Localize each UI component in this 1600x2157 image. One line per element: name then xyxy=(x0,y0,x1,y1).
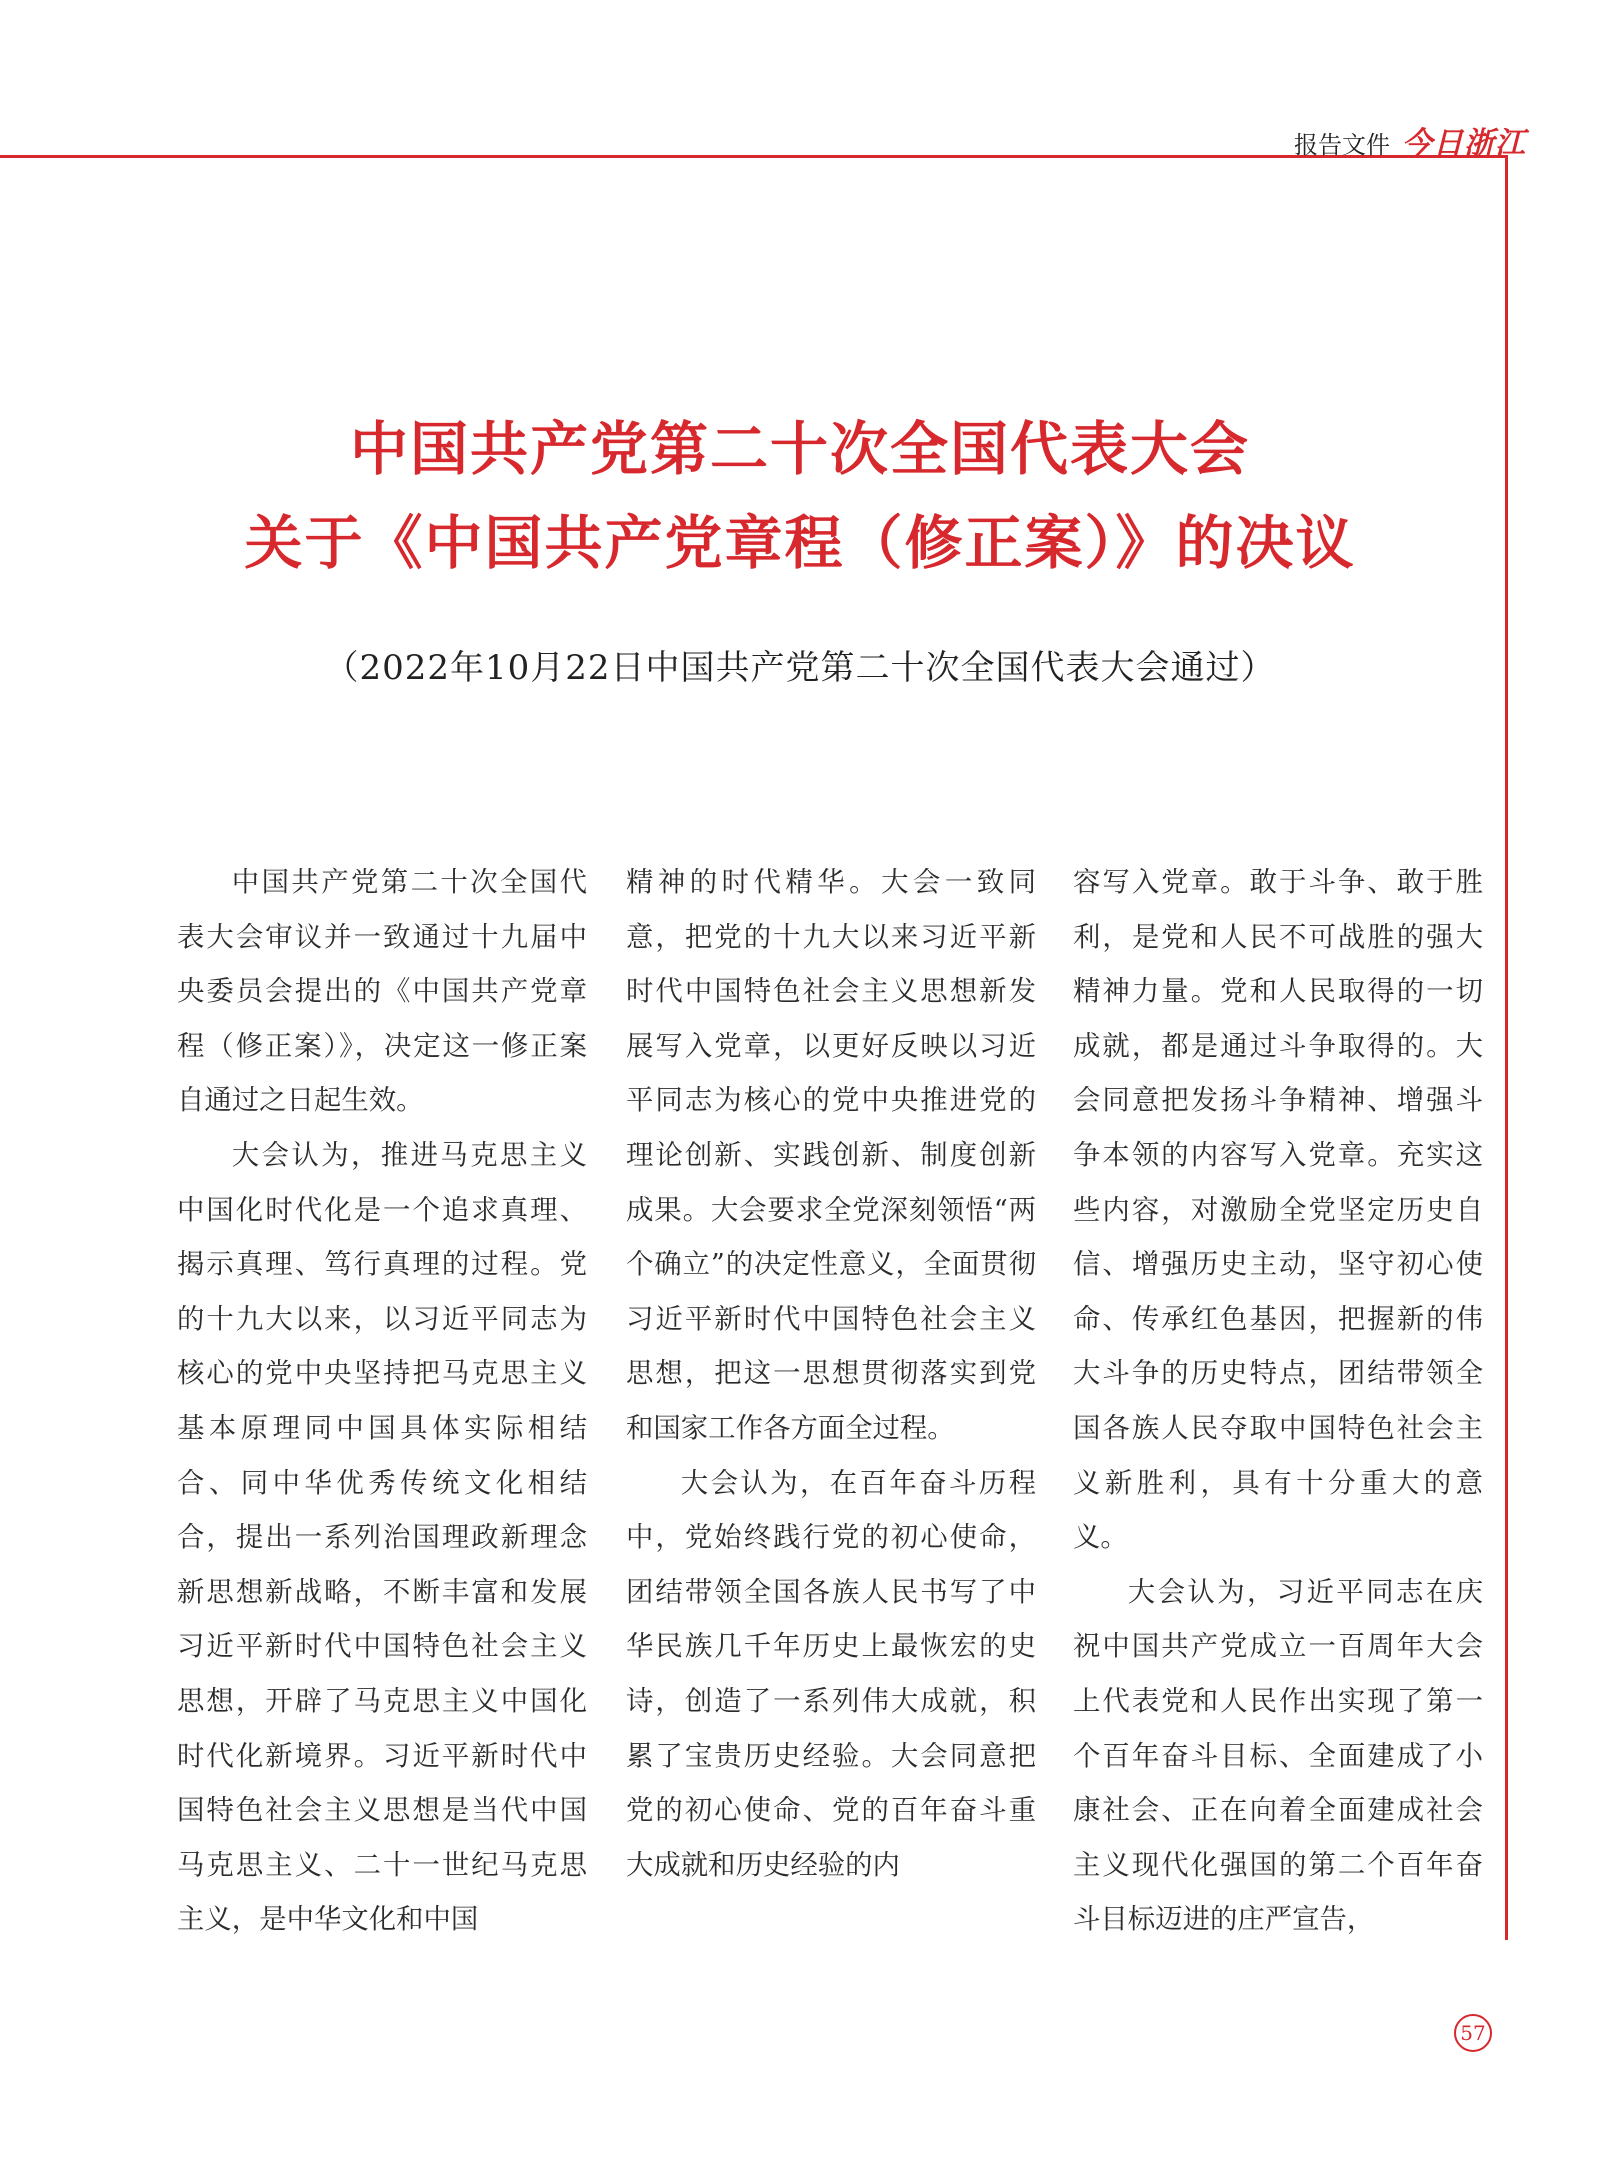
paragraph: 大会认为，习近平同志在庆祝中国共产党成立一百周年大会上代表党和人民作出实现了第一个百年奋斗目标、全面建成了小康社会、正在向着全面建成社会主义现代化强国的第二个百年奋斗目标迈进的庄严宣告， xyxy=(1073,1576,1483,1936)
subtitle: （2022年10月22日中国共产党第二十次全国代表大会通过） xyxy=(324,648,1276,688)
title-line-2: 关于《中国共产党章程（修正案）》的决议 xyxy=(244,509,1356,577)
column-2 xyxy=(626,856,1036,1893)
column-3 xyxy=(1073,856,1483,1948)
header-rule-horizontal xyxy=(0,155,1508,158)
title-line-1: 中国共产党第二十次全国代表大会 xyxy=(349,415,1250,483)
section-label: 报告文件 xyxy=(1294,131,1390,159)
column-1 xyxy=(177,856,587,1948)
paragraph-continued: 容写入党章。敢于斗争、敢于胜利，是党和人民不可战胜的强大精神力量。党和人民取得的一切成就，都是通过斗争取得的。大会同意把发扬斗争精神、增强斗争本领的内容写入党章。充实这些内容，对激励全党坚定历史自信、增强历史主动，坚守初心使命、传承红色基因，把握新的伟大斗争的历史特点，团结带领全国各族人民夺取中国特色社会主义新胜利，具有十分重大的意义。 xyxy=(1073,867,1483,1554)
page-header xyxy=(1294,118,1526,162)
paragraph-continued: 精神的时代精华。大会一致同意，把党的十九大以来习近平新时代中国特色社会主义思想新发展写入党章，以更好反映以习近平同志为核心的党中央推进党的理论创新、实践创新、制度创新成果。大会要求全党深刻领悟“两个确立”的决定性意义，全面贯彻习近平新时代中国特色社会主义思想，把这一思想贯彻落实到党和国家工作各方面全过程。 xyxy=(626,867,1036,1444)
brand-logo: 今日浙江 xyxy=(1402,126,1526,161)
paragraph: 大会认为，在百年奋斗历程中，党始终践行党的初心使命，团结带领全国各族人民书写了中华民族几千年历史上最恢宏的史诗，创造了一系列伟大成就，积累了宝贵历史经验。大会同意把党的初心使命、党的百年奋斗重大成就和历史经验的内 xyxy=(626,1467,1036,1881)
paragraph: 中国共产党第二十次全国代表大会审议并一致通过十九届中央委员会提出的《中国共产党章程（修正案）》，决定这一修正案自通过之日起生效。 xyxy=(177,867,587,1117)
page-number: 57 xyxy=(1454,2014,1492,2052)
paragraph: 大会认为，推进马克思主义中国化时代化是一个追求真理、揭示真理、笃行真理的过程。党的十九大以来，以习近平同志为核心的党中央坚持把马克思主义基本原理同中国具体实际相结合、同中华优秀传统文化相结合，提出一系列治国理政新理念新思想新战略，不断丰富和发展习近平新时代中国特色社会主义思想，开辟了马克思主义中国化时代化新境界。习近平新时代中国特色社会主义思想是当代中国马克思主义、二十一世纪马克思主义，是中华文化和中国 xyxy=(177,1139,587,1936)
